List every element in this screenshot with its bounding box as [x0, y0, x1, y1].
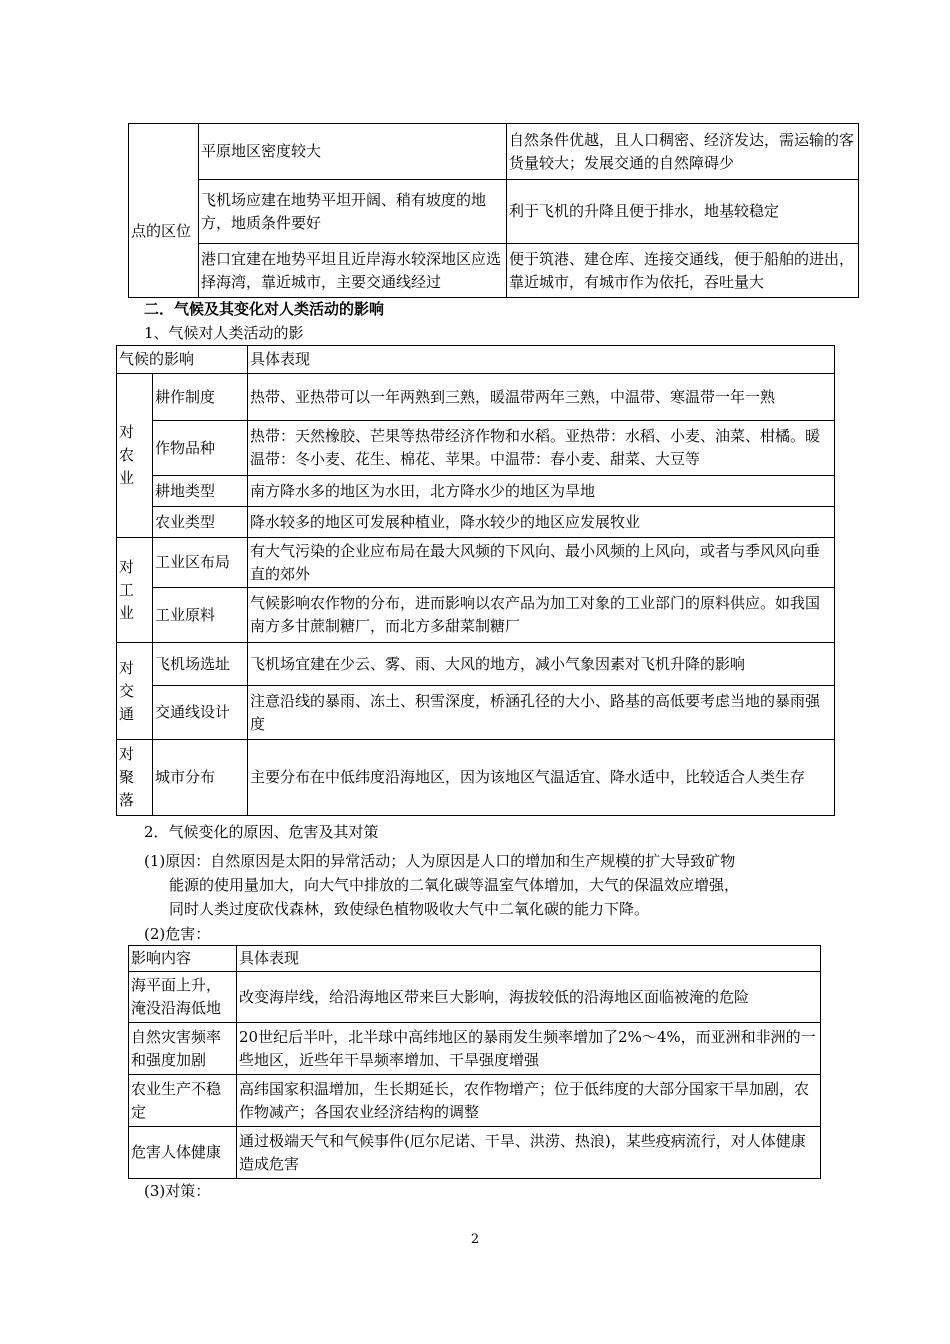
group-label-settlement: 对 聚 落: [117, 740, 153, 816]
table-row: [117, 588, 835, 643]
table-header-row: [117, 346, 835, 374]
cell-label: 点的区位: [131, 221, 192, 240]
table-row: [129, 972, 821, 1023]
climate-harm-table: [128, 945, 821, 1179]
row-value: 热带：天然橡胶、芒果等热带经济作物和水稻。亚热带：水稻、小麦、油菜、柑橘。暖温带：冬小麦、花生、棉花、苹果。中温带：春小麦、甜菜、大豆等: [248, 421, 835, 476]
table-row: [129, 180, 859, 244]
table-cell: 飞机场应建在地势平坦开阔、稍有坡度的地方，地质条件要好: [199, 180, 507, 244]
row-value: 高纬国家积温增加，生长期延长，农作物增产；位于低纬度的大部分国家干旱加剧，农作物减产；各国农业经济结构的调整: [237, 1075, 821, 1127]
row-value: 注意沿线的暴雨、冻土、积雪深度，桥涵孔径的大小、路基的高低要考虑当地的暴雨强度: [248, 686, 835, 740]
cause-line: (1)原因：自然原因是太阳的异常活动；人为原因是人口的增加和生产规模的扩大导致矿物: [144, 852, 736, 870]
row-key: 危害人体健康: [129, 1127, 237, 1179]
table-cell: [129, 244, 199, 298]
table-cell: 便于筑港、建仓库、连接交通线，便于船舶的进出，靠近城市，有城市作为依托，吞吐量大: [507, 244, 859, 298]
page-number: 2: [470, 1232, 480, 1247]
harm-title: (2)危害：: [144, 925, 211, 943]
table-row: [117, 740, 835, 816]
subsection-title: 2．气候变化的原因、危害及其对策: [144, 823, 379, 841]
cause-line: 同时人类过度砍伐森林，致使绿色植物吸收大气中二氧化碳的能力下降。: [169, 900, 650, 918]
table-cell: 平原地区密度较大: [199, 124, 507, 180]
row-value: 20世纪后半叶，北半球中高纬地区的暴雨发生频率增加了2%～4%，而亚洲和非洲的一些地区，近些年干旱频率增加、干旱强度增强: [237, 1023, 821, 1075]
table-row: [129, 124, 859, 180]
row-value: 热带、亚热带可以一年两熟到三熟，暖温带两年三熟，中温带、寒温带一年一熟: [248, 374, 835, 421]
table-cell: 利于飞机的升降且便于排水，地基较稳定: [507, 180, 859, 244]
transport-location-table: [128, 123, 859, 298]
table-row: [129, 1023, 821, 1075]
row-label-point-location: [129, 180, 199, 244]
row-value: 通过极端天气和气候事件(厄尔尼诺、干旱、洪涝、热浪)，某些疫病流行，对人体健康造成危害: [237, 1127, 821, 1179]
header-cell: 具体表现: [248, 346, 835, 374]
table-row: [117, 686, 835, 740]
table-header-row: [129, 946, 821, 972]
table-cell: 港口宜建在地势平坦且近岸海水较深地区应选择海湾，靠近城市，主要交通线经过: [199, 244, 507, 298]
table-row: [129, 1075, 821, 1127]
row-value: 主要分布在中低纬度沿海地区，因为该地区气温适宜、降水适中，比较适合人类生存: [248, 740, 835, 816]
row-key: 工业区布局: [153, 538, 248, 588]
table-cell: 自然条件优越，且人口稠密、经济发达，需运输的客货量较大；发展交通的自然障碍少: [507, 124, 859, 180]
row-value: 改变海岸线，给沿海地区带来巨大影响，海拔较低的沿海地区面临被淹的危险: [237, 972, 821, 1023]
table-row: [129, 1127, 821, 1179]
row-value: 南方降水多的地区为水田，北方降水少的地区为旱地: [248, 476, 835, 507]
row-key: 作物品种: [153, 421, 248, 476]
table-row: [117, 476, 835, 507]
row-key: 自然灾害频率和强度加剧: [129, 1023, 237, 1075]
row-key: 耕作制度: [153, 374, 248, 421]
subsection-title: 1、气候对人类活动的影: [144, 324, 304, 342]
table-row: [117, 538, 835, 588]
row-key: 城市分布: [153, 740, 248, 816]
group-label-industry: 对 工 业: [117, 538, 153, 643]
row-key: 工业原料: [153, 588, 248, 643]
row-key: 耕地类型: [153, 476, 248, 507]
row-value: 降水较多的地区可发展种植业，降水较少的地区应发展牧业: [248, 507, 835, 538]
cause-line: 能源的使用量加大，向大气中排放的二氧化碳等温室气体增加，大气的保温效应增强，: [169, 876, 740, 894]
table-row: [117, 374, 835, 421]
group-label-agriculture: 对 农 业: [117, 374, 153, 538]
row-key: 农业生产不稳定: [129, 1075, 237, 1127]
table-row: [117, 421, 835, 476]
row-value: 气候影响农作物的分布，进而影响以农产品为加工对象的工业部门的原料供应。如我国南方多甘蔗制糖厂，而北方多甜菜制糖厂: [248, 588, 835, 643]
table-row: [117, 643, 835, 686]
measures-title: (3)对策：: [144, 1182, 211, 1200]
table-row: [117, 507, 835, 538]
header-cell: 气候的影响: [117, 346, 248, 374]
row-key: 农业类型: [153, 507, 248, 538]
row-value: 有大气污染的企业应布局在最大风频的下风向、最小风频的上风向，或者与季风风向垂直的郊外: [248, 538, 835, 588]
row-key: 交通线设计: [153, 686, 248, 740]
row-value: 飞机场宜建在少云、雾、雨、大风的地方，减小气象因素对飞机升降的影响: [248, 643, 835, 686]
table-cell: [129, 124, 199, 180]
row-key: 海平面上升，淹没沿海低地: [129, 972, 237, 1023]
group-label-transport: 对 交 通: [117, 643, 153, 740]
table-row: [129, 244, 859, 298]
section-title: 二．气候及其变化对人类活动的影响: [144, 300, 385, 318]
climate-impact-table: [116, 345, 835, 816]
header-cell: 具体表现: [237, 946, 821, 972]
header-cell: 影响内容: [129, 946, 237, 972]
row-key: 飞机场选址: [153, 643, 248, 686]
